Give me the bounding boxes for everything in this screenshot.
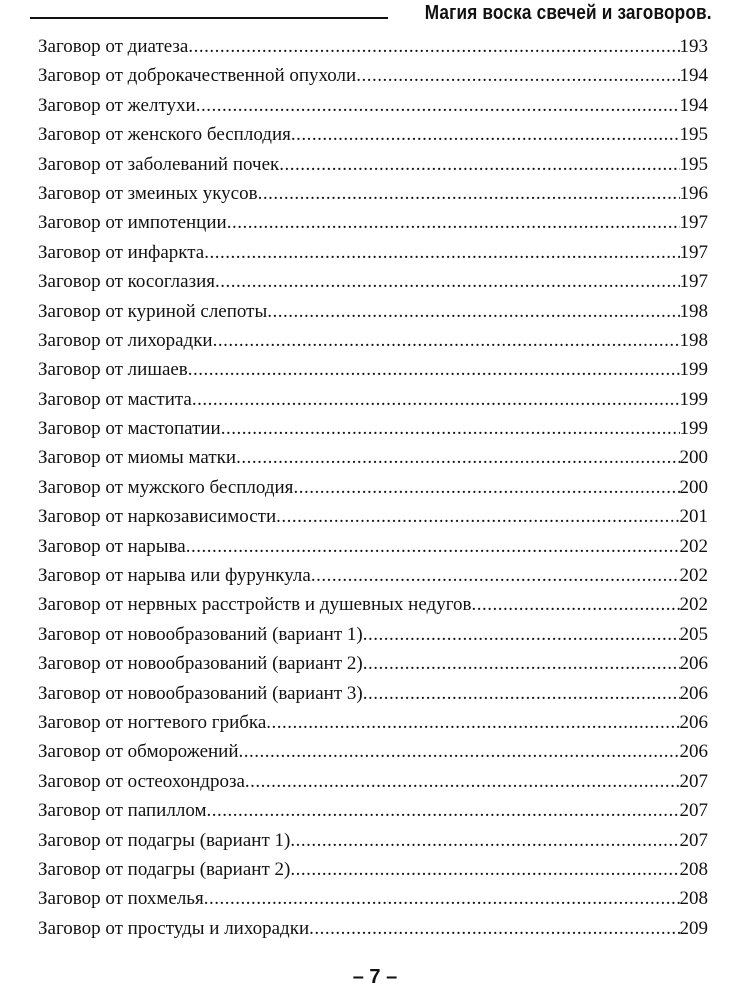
toc-entry-title: Заговор от женского бесплодия bbox=[38, 124, 291, 146]
toc-entry-title: Заговор от миомы матки bbox=[38, 447, 237, 469]
toc-entry bbox=[38, 536, 708, 565]
toc-entry bbox=[38, 506, 708, 535]
toc-entry bbox=[38, 447, 708, 476]
toc-entry-title: Заговор от лишаев bbox=[38, 359, 188, 381]
toc-entry bbox=[38, 183, 708, 212]
toc-entry bbox=[38, 301, 708, 330]
toc-entry-title: Заговор от папиллом bbox=[38, 800, 207, 822]
toc-entry-page: 197 bbox=[679, 212, 708, 234]
toc-entry-title: Заговор от инфаркта bbox=[38, 241, 205, 263]
toc-dot-leader bbox=[215, 271, 680, 293]
toc-entry-page: 199 bbox=[679, 418, 708, 440]
toc-entry-page: 194 bbox=[679, 65, 708, 87]
toc-entry bbox=[38, 36, 708, 65]
toc-entry-title: Заговор от доброкачественной опухоли bbox=[38, 65, 357, 87]
toc-dot-leader bbox=[239, 741, 680, 763]
header-rule bbox=[30, 17, 388, 19]
toc-entry bbox=[38, 65, 708, 94]
toc-entry bbox=[38, 418, 708, 447]
toc-entry-page: 207 bbox=[679, 770, 708, 792]
toc-entry-page: 201 bbox=[679, 506, 708, 528]
toc-entry-title: Заговор от новообразований (вариант 3) bbox=[38, 682, 363, 704]
toc-entry-title: Заговор от диатеза bbox=[38, 36, 189, 57]
toc-dot-leader bbox=[356, 65, 679, 87]
toc-entry bbox=[38, 594, 708, 623]
toc-dot-leader bbox=[227, 212, 680, 234]
toc-entry-page: 208 bbox=[679, 858, 708, 880]
toc-dot-leader bbox=[276, 506, 679, 528]
toc-entry bbox=[38, 624, 708, 653]
toc-entry-page: 202 bbox=[679, 535, 708, 557]
toc-entry-title: Заговор от остеохондроза bbox=[38, 770, 245, 792]
toc-entry bbox=[38, 271, 708, 300]
toc-entry-title: Заговор от нарыва bbox=[38, 535, 186, 557]
toc-entry-page: 197 bbox=[679, 271, 708, 293]
toc-dot-leader bbox=[290, 830, 679, 852]
toc-dot-leader bbox=[213, 330, 680, 352]
toc-entry bbox=[38, 918, 708, 947]
toc-entry-page: 195 bbox=[679, 153, 708, 175]
toc-entry bbox=[38, 124, 708, 153]
toc-entry bbox=[38, 154, 708, 183]
toc-dot-leader bbox=[472, 594, 680, 616]
toc-dot-leader bbox=[266, 712, 679, 734]
toc-entry-page: 193 bbox=[679, 36, 708, 57]
toc-entry-page: 206 bbox=[679, 741, 708, 763]
toc-entry-page: 208 bbox=[679, 888, 708, 910]
toc-dot-leader bbox=[363, 624, 680, 646]
toc-entry-title: Заговор от нарыва или фурункула bbox=[38, 565, 311, 587]
toc-dot-leader bbox=[186, 536, 680, 558]
toc-entry bbox=[38, 800, 708, 829]
toc-dot-leader bbox=[309, 918, 679, 940]
toc-entry-page: 206 bbox=[679, 682, 708, 704]
toc-entry-page: 207 bbox=[679, 829, 708, 851]
toc-dot-leader bbox=[291, 124, 680, 146]
toc-entry bbox=[38, 830, 708, 859]
toc-entry bbox=[38, 653, 708, 682]
toc-entry bbox=[38, 95, 708, 124]
toc-entry-title: Заговор от косоглазия bbox=[38, 271, 215, 293]
toc-dot-leader bbox=[363, 653, 680, 675]
table-of-contents bbox=[38, 36, 708, 947]
toc-entry-page: 202 bbox=[679, 565, 708, 587]
toc-entry bbox=[38, 712, 708, 741]
toc-dot-leader bbox=[290, 859, 679, 881]
toc-dot-leader bbox=[293, 477, 679, 499]
toc-entry-page: 205 bbox=[679, 623, 708, 645]
toc-entry bbox=[38, 683, 708, 712]
toc-dot-leader bbox=[196, 95, 680, 117]
toc-entry-title: Заговор от куриной слепоты bbox=[38, 300, 268, 322]
toc-entry-page: 200 bbox=[679, 447, 708, 469]
toc-entry-title: Заговор от мастопатии bbox=[38, 418, 221, 440]
toc-dot-leader bbox=[188, 36, 679, 58]
toc-dot-leader bbox=[236, 447, 679, 469]
toc-entry bbox=[38, 477, 708, 506]
toc-entry-page: 207 bbox=[679, 800, 708, 822]
toc-dot-leader bbox=[188, 359, 680, 381]
toc-entry-title: Заговор от простуды и лихорадки bbox=[38, 917, 310, 939]
toc-entry-page: 197 bbox=[679, 241, 708, 263]
toc-entry-page: 198 bbox=[679, 329, 708, 351]
toc-entry bbox=[38, 359, 708, 388]
toc-dot-leader bbox=[311, 565, 680, 587]
toc-entry-title: Заговор от обморожений bbox=[38, 741, 239, 763]
toc-entry-title: Заговор от импотенции bbox=[38, 212, 227, 234]
toc-entry-page: 202 bbox=[679, 594, 708, 616]
toc-entry-title: Заговор от подагры (вариант 1) bbox=[38, 829, 291, 851]
toc-entry-title: Заговор от подагры (вариант 2) bbox=[38, 858, 291, 880]
toc-dot-leader bbox=[258, 183, 680, 205]
toc-entry-page: 199 bbox=[679, 359, 708, 381]
toc-entry-page: 196 bbox=[679, 182, 708, 204]
toc-dot-leader bbox=[206, 800, 679, 822]
toc-entry bbox=[38, 859, 708, 888]
toc-entry-title: Заговор от наркозависимости bbox=[38, 506, 277, 528]
toc-dot-leader bbox=[363, 683, 680, 705]
toc-dot-leader bbox=[245, 771, 680, 793]
toc-entry-title: Заговор от лихорадки bbox=[38, 329, 213, 351]
toc-entry bbox=[38, 741, 708, 770]
toc-dot-leader bbox=[267, 301, 679, 323]
toc-entry-title: Заговор от похмелья bbox=[38, 888, 204, 910]
toc-dot-leader bbox=[204, 888, 680, 910]
page-number: – 7 – bbox=[352, 966, 398, 988]
toc-entry-page: 200 bbox=[679, 476, 708, 498]
toc-entry bbox=[38, 212, 708, 241]
toc-entry bbox=[38, 330, 708, 359]
toc-entry bbox=[38, 771, 708, 800]
toc-entry-page: 199 bbox=[679, 388, 708, 410]
toc-entry-title: Заговор от мужского бесплодия bbox=[38, 476, 294, 498]
toc-entry-page: 206 bbox=[679, 653, 708, 675]
toc-entry-page: 198 bbox=[679, 300, 708, 322]
toc-entry-title: Заговор от новообразований (вариант 1) bbox=[38, 623, 363, 645]
toc-dot-leader bbox=[192, 389, 680, 411]
toc-entry-title: Заговор от ногтевого грибка bbox=[38, 711, 267, 733]
toc-entry-title: Заговор от нервных расстройств и душевных недугов bbox=[38, 594, 472, 616]
toc-entry bbox=[38, 389, 708, 418]
toc-entry-title: Заговор от заболеваний почек bbox=[38, 153, 280, 175]
toc-entry-page: 206 bbox=[679, 711, 708, 733]
toc-entry-page: 194 bbox=[679, 94, 708, 116]
toc-entry-page: 209 bbox=[679, 917, 708, 939]
toc-entry bbox=[38, 565, 708, 594]
toc-entry bbox=[38, 242, 708, 271]
toc-dot-leader bbox=[221, 418, 680, 440]
running-head-title: Магия воска свечей и заговоров. bbox=[425, 2, 712, 24]
toc-entry-title: Заговор от змеиных укусов bbox=[38, 182, 258, 204]
toc-dot-leader bbox=[279, 154, 679, 176]
toc-dot-leader bbox=[204, 242, 679, 264]
toc-entry-page: 195 bbox=[679, 124, 708, 146]
toc-entry bbox=[38, 888, 708, 917]
toc-entry-title: Заговор от желтухи bbox=[38, 94, 196, 116]
toc-entry-title: Заговор от мастита bbox=[38, 388, 192, 410]
toc-entry-title: Заговор от новообразований (вариант 2) bbox=[38, 653, 363, 675]
